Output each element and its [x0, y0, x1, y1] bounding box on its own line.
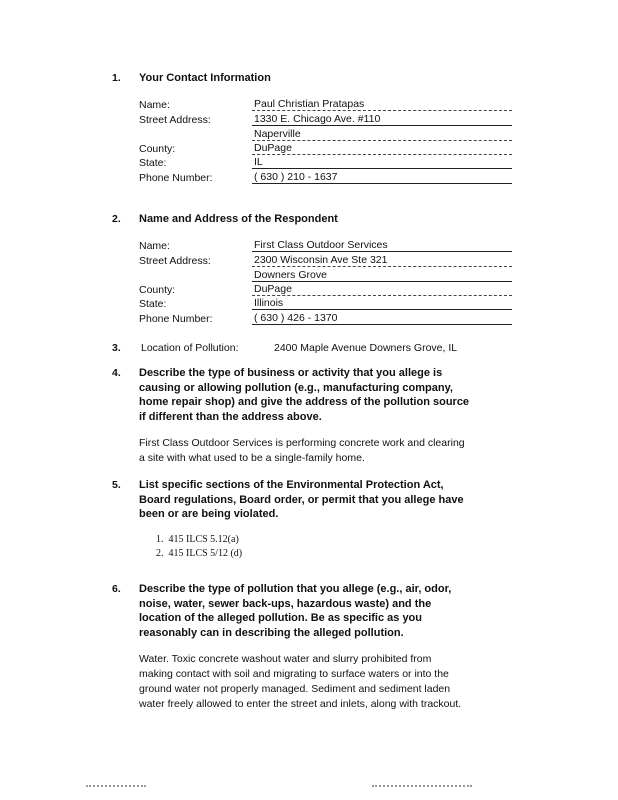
respondent-county-field: DuPage	[252, 282, 512, 296]
respondent-name-label: Name:	[139, 240, 170, 252]
section-1-number: 1.	[112, 72, 121, 84]
contact-street-field: 1330 E. Chicago Ave. #110	[252, 112, 512, 126]
section-6-number: 6.	[112, 583, 121, 595]
section-6-heading-line: Describe the type of pollution that you allege (e.g., air, odor,	[139, 583, 452, 595]
section-2-number: 2.	[112, 213, 121, 225]
violation-list-marker: 2.	[156, 548, 164, 559]
section-5-number: 5.	[112, 479, 121, 491]
section-6-heading	[139, 582, 509, 640]
respondent-state-field: Illinois	[252, 296, 512, 310]
section-4-answer-line: a site with what used to be a single-family home.	[139, 452, 365, 464]
contact-state-field: IL	[252, 155, 512, 169]
section-5-heading	[139, 478, 509, 522]
section-4-answer	[139, 436, 511, 466]
section-5-heading-line: Board regulations, Board order, or permit that you allege have	[139, 493, 464, 506]
footer-scan-mark	[372, 785, 472, 791]
section-6-answer-line: water freely allowed to enter the street and inlets, along with trackout.	[139, 698, 462, 710]
section-6-answer-line: Water. Toxic concrete washout water and slurry prohibited from	[139, 653, 432, 665]
violation-list-text: 415 ILCS 5.12(a)	[168, 534, 239, 545]
section-4-number: 4.	[112, 367, 121, 379]
violation-list-item	[156, 548, 242, 559]
section-1-heading: Your Contact Information	[139, 72, 271, 84]
respondent-city-field: Downers Grove	[252, 268, 512, 282]
contact-street-label: Street Address:	[139, 114, 211, 126]
violation-list-item	[156, 534, 239, 545]
contact-phone-field: ( 630 ) 210 - 1637	[252, 170, 512, 184]
section-6-heading-line: location of the alleged pollution. Be as specific as you	[139, 612, 422, 624]
pollution-location-label: Location of Pollution:	[141, 342, 239, 354]
section-6-answer-line: ground water not properly managed. Sediment and sediment laden	[139, 683, 451, 695]
contact-phone-label: Phone Number:	[139, 172, 213, 184]
violation-list-text: 415 ILCS 5/12 (d)	[168, 548, 243, 559]
section-4-answer-line: First Class Outdoor Services is performing concrete work and clearing	[139, 437, 465, 449]
respondent-state-label: State:	[139, 298, 167, 310]
respondent-street-label: Street Address:	[139, 255, 211, 267]
section-4-heading-line: causing or allowing pollution (e.g., manufacturing company,	[139, 381, 453, 394]
section-5-heading-line: List specific sections of the Environmental Protection Act,	[139, 479, 444, 491]
respondent-phone-field: ( 630 ) 426 - 1370	[252, 311, 512, 325]
section-6-heading-line: reasonably can in describing the alleged pollution.	[139, 626, 404, 639]
section-6-heading-line: noise, water, sewer back-ups, hazardous waste) and the	[139, 597, 432, 610]
respondent-phone-label: Phone Number:	[139, 313, 213, 325]
contact-city-field: Naperville	[252, 127, 512, 141]
footer-scan-mark	[86, 785, 146, 791]
section-6-answer-line: making contact with soil and migrating to surface waters or into the	[139, 668, 449, 680]
section-3-number: 3.	[112, 342, 121, 354]
section-2-heading: Name and Address of the Respondent	[139, 213, 338, 225]
contact-name-label: Name:	[139, 99, 170, 111]
contact-state-label: State:	[139, 157, 167, 169]
section-5-heading-line: been or are being violated.	[139, 508, 279, 520]
section-6-answer	[139, 652, 511, 712]
contact-county-field: DuPage	[252, 141, 512, 155]
section-4-heading-line: if different than the address above.	[139, 410, 322, 423]
violation-list-marker: 1.	[156, 534, 164, 545]
contact-county-label: County:	[139, 143, 176, 155]
section-4-heading-line: home repair shop) and give the address of the pollution source	[139, 396, 470, 408]
respondent-name-field: First Class Outdoor Services	[252, 238, 512, 252]
pollution-location-value: 2400 Maple Avenue Downers Grove, IL	[274, 342, 458, 354]
section-4-heading-line: Describe the type of business or activity that you allege is	[139, 367, 443, 379]
contact-name-field: Paul Christian Pratapas	[252, 97, 512, 111]
section-4-heading	[139, 366, 509, 424]
respondent-county-label: County:	[139, 284, 176, 296]
respondent-street-field: 2300 Wisconsin Ave Ste 321	[252, 253, 512, 267]
